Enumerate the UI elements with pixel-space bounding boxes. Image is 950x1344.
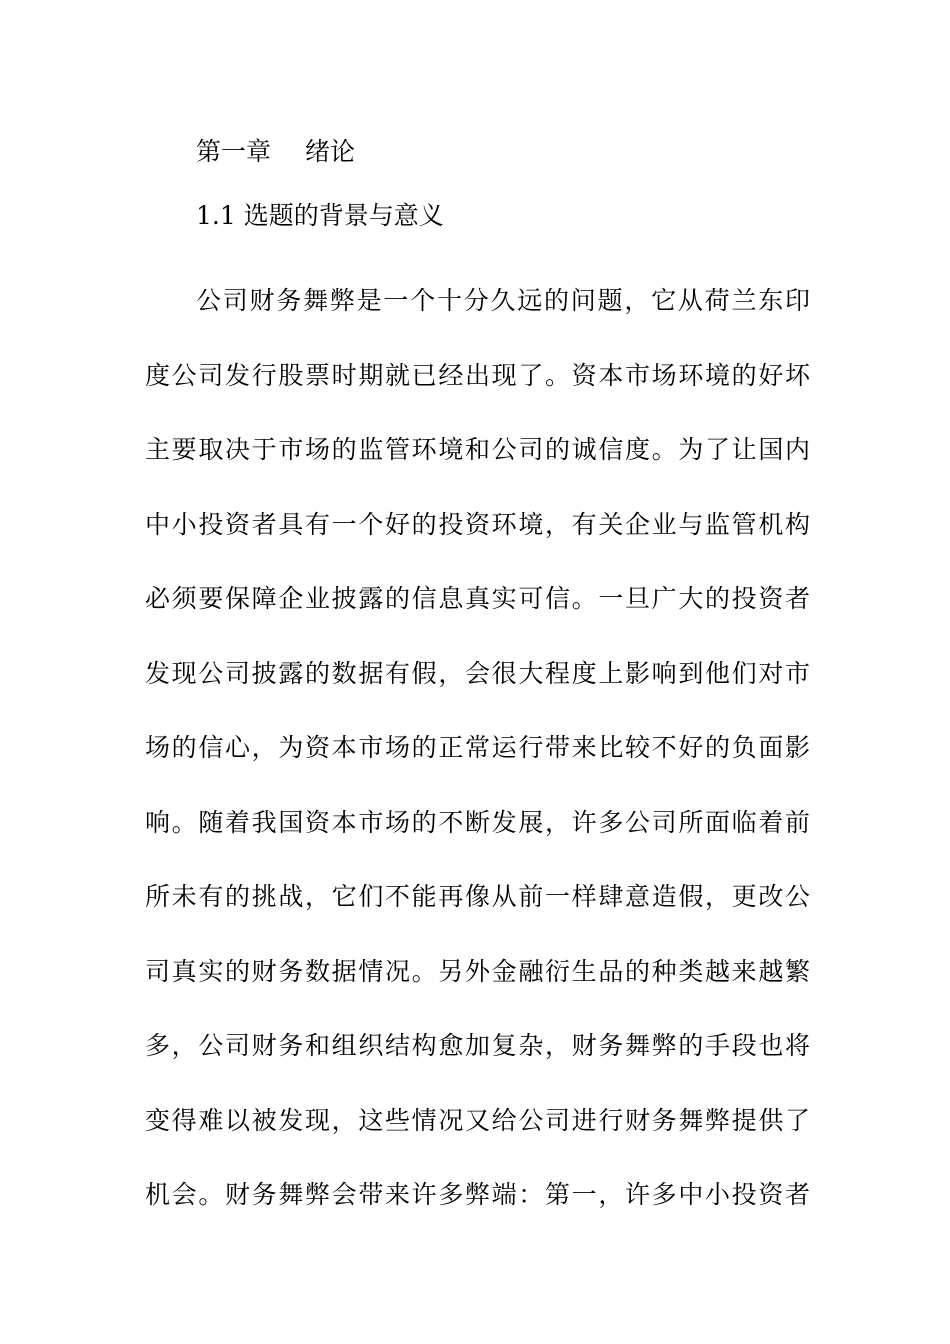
body-paragraph <box>145 264 810 1233</box>
paragraph-line: 中小投资者具有一个好的投资环境，有关企业与监管机构 <box>145 509 810 539</box>
paragraph-line: 主要取决于市场的监管环境和公司的诚信度。为了让国内 <box>145 435 810 464</box>
paragraph-line: 场的信心，为资本市场的正常运行带来比较不好的负面影 <box>145 733 810 762</box>
paragraph-line: 必须要保障企业披露的信息真实可信。一旦广大的投资者 <box>145 584 810 613</box>
chapter-label: 第一章 <box>196 137 272 166</box>
paragraph-line: 所未有的挑战，它们不能再像从前一样肆意造假，更改公 <box>145 882 810 911</box>
paragraph-line: 多，公司财务和组织结构愈加复杂，财务舞弊的手段也将 <box>145 1031 810 1060</box>
chapter-name: 绪论 <box>305 137 356 166</box>
chapter-title <box>196 136 355 168</box>
paragraph-line: 变得难以被发现，这些情况又给公司进行财务舞弊提供了 <box>145 1105 810 1135</box>
paragraph-line: 发现公司披露的数据有假，会很大程度上影响到他们对市 <box>145 658 810 688</box>
paragraph-line: 响。随着我国资本市场的不断发展，许多公司所面临着前 <box>145 807 810 837</box>
section-title: 1.1 选题的背景与意义 <box>196 201 444 230</box>
paragraph-line: 公司财务舞弊是一个十分久远的问题，它从荷兰东印 <box>196 286 810 315</box>
paragraph-line: 机会。财务舞弊会带来许多弊端：第一，许多中小投资者 <box>145 1180 810 1209</box>
paragraph-line: 度公司发行股票时期就已经出现了。资本市场环境的好坏 <box>145 360 810 390</box>
paragraph-line: 司真实的财务数据情况。另外金融衍生品的种类越来越繁 <box>145 956 810 986</box>
